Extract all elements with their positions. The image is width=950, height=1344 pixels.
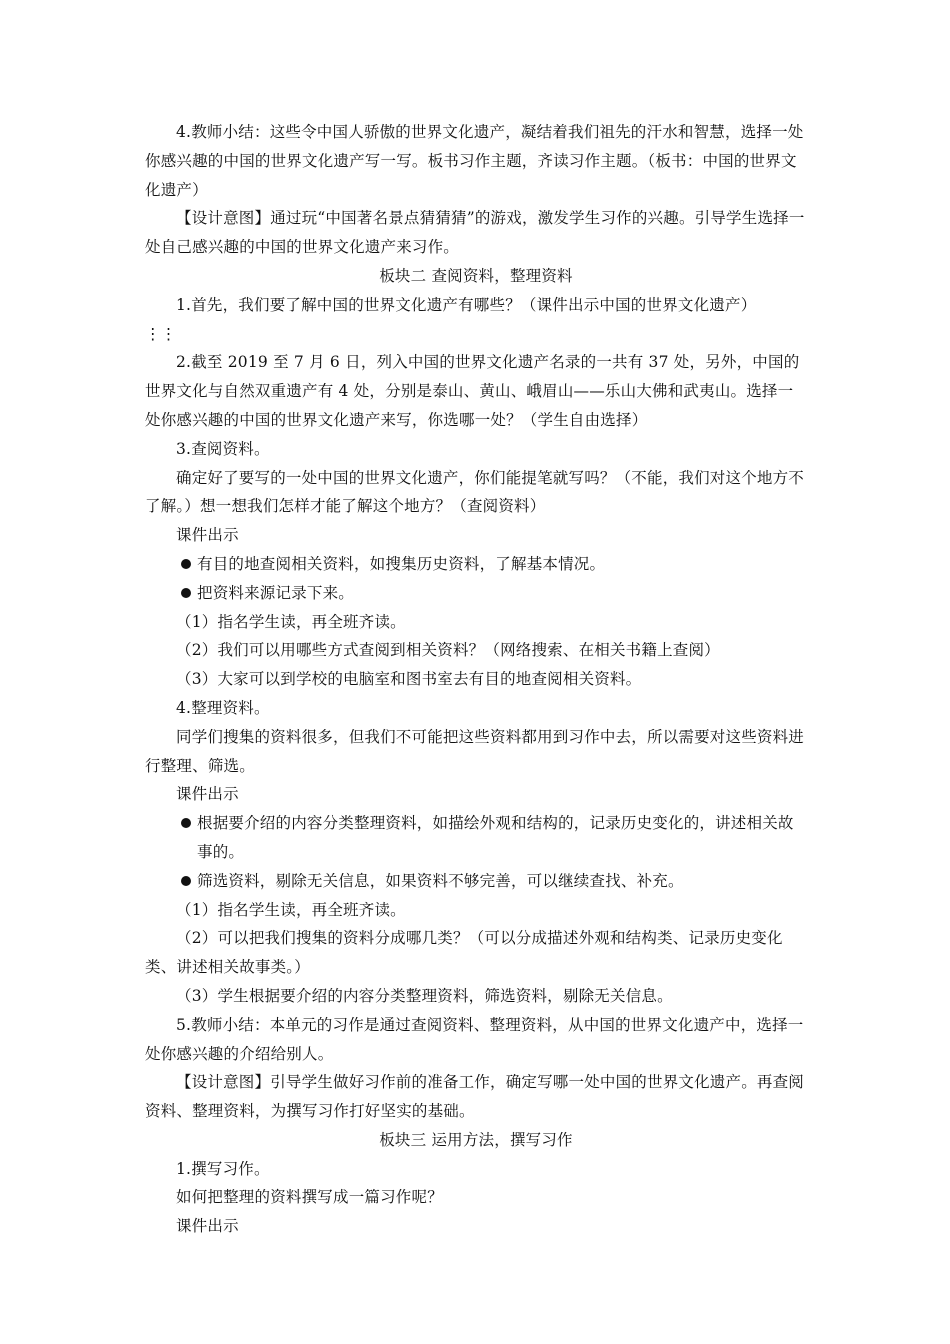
paragraph-step-3: 3.查阅资料。 [176,439,270,458]
paragraph-writing-step-1: 1.撰写习作。 [176,1159,270,1178]
bullet-item-1 [145,550,807,579]
bullet-dot-icon [181,818,191,828]
section-heading-2: 板块二 查阅资料，整理资料 [379,266,573,285]
bullet-text: 有目的地查阅相关资料，如搜集历史资料，了解基本情况。 [197,554,606,573]
bullet-dot-icon [181,559,191,569]
ellipsis-line: ⋮⋮ [145,324,177,343]
courseware-label-2: 课件出示 [176,785,239,804]
sub-item-6: （3）学生根据要介绍的内容分类整理资料，筛选资料，剔除无关信息。 [176,986,673,1005]
bullet-item-2 [145,579,807,608]
paragraph-teacher-summary-1: 4.教师小结：这些令中国人骄傲的世界文化遗产，凝结着我们祖先的汗水和智慧，选择一处你感兴趣的中国的世界文化遗产写一写。板书习作主题，齐读习作主题。（板书：中国的世界文化遗产） [145,123,804,199]
bullet-dot-icon [181,588,191,598]
paragraph-organize: 同学们搜集的资料很多，但我们不可能把这些资料都用到习作中去，所以需要对这些资料进行整理、筛选。 [145,727,805,775]
section-heading-3: 板块三 运用方法，撰写习作 [379,1130,573,1149]
bullet-text: 把资料来源记录下来。 [197,583,355,602]
document-page [145,118,807,1241]
paragraph-step-2: 2.截至 2019 至 7 月 6 日，列入中国的世界文化遗产名录的一共有 37 处，另外，中国的世界文化与自然双重遗产有 4 处，分别是泰山、黄山、峨眉山——乐山大佛和武夷山。选择一处你感兴趣的中国的世界文化遗产来写，你选哪一处？（学生自由选择） [145,353,800,429]
paragraph-design-intent-1: 【设计意图】通过玩“中国著名景点猜猜猜”的游戏，激发学生习作的兴趣。引导学生选择一处自己感兴趣的中国的世界文化遗产来习作。 [145,209,805,257]
sub-item-1: （1）指名学生读，再全班齐读。 [176,612,406,631]
sub-item-4: （1）指名学生读，再全班齐读。 [176,900,406,919]
paragraph-step-1: 1.首先，我们要了解中国的世界文化遗产有哪些？（课件出示中国的世界文化遗产） [176,295,757,314]
paragraph-question: 确定好了要写的一处中国的世界文化遗产，你们能提笔就写吗？（不能，我们对这个地方不了解。）想一想我们怎样才能了解这个地方？（查阅资料） [145,468,805,516]
bullet-text: 筛选资料，剔除无关信息，如果资料不够完善，可以继续查找、补充。 [197,871,684,890]
bullet-dot-icon [181,876,191,886]
sub-item-2: （2）我们可以用哪些方式查阅到相关资料？（网络搜索、在相关书籍上查阅） [176,641,720,660]
paragraph-writing-question: 如何把整理的资料撰写成一篇习作呢？ [176,1188,443,1207]
paragraph-teacher-summary-2: 5.教师小结：本单元的习作是通过查阅资料、整理资料，从中国的世界文化遗产中，选择一处你感兴趣的介绍给别人。 [145,1015,804,1063]
paragraph-step-4: 4.整理资料。 [176,698,270,717]
bullet-item-4 [145,867,807,896]
courseware-label-1: 课件出示 [176,526,239,545]
courseware-label-3: 课件出示 [176,1217,239,1236]
paragraph-design-intent-2: 【设计意图】引导学生做好习作前的准备工作，确定写哪一处中国的世界文化遗产。再查阅资料、整理资料，为撰写习作打好坚实的基础。 [145,1073,805,1121]
sub-item-5: （2）可以把我们搜集的资料分成哪几类？（可以分成描述外观和结构类、记录历史变化类、讲述相关故事类。） [145,929,783,977]
sub-item-3: （3）大家可以到学校的电脑室和图书室去有目的地查阅相关资料。 [176,670,642,689]
bullet-item-3 [145,809,807,867]
bullet-text: 根据要介绍的内容分类整理资料，如描绘外观和结构的，记录历史变化的，讲述相关故事的。 [197,814,794,861]
